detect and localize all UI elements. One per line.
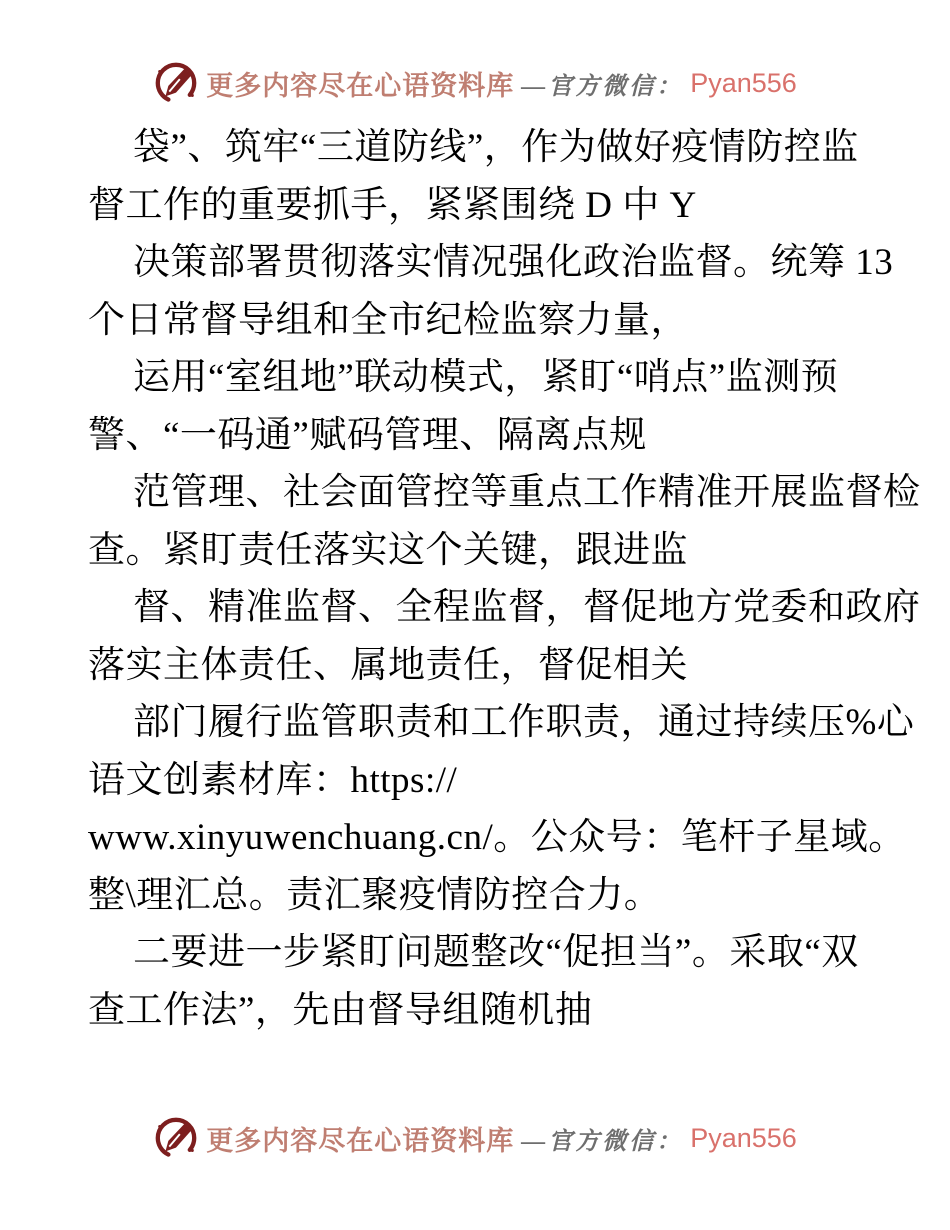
document-body bbox=[88, 119, 921, 1039]
text-line: 整\理汇总。责汇聚疫情防控合力。 bbox=[88, 874, 662, 916]
text-line: 决策部署贯彻落实情况强化政治监督。统筹 13 bbox=[133, 242, 894, 283]
text-line: 督工作的重要抓手，紧紧围绕 D 中 Y bbox=[88, 184, 697, 226]
brand-text: 更多内容尽在心语资料库 bbox=[206, 70, 515, 101]
wechat-label: —官方微信： bbox=[521, 73, 684, 100]
text-line: 查工作法”，先由督导组随机抽 bbox=[88, 989, 593, 1031]
text-line: 袋”、筑牢“三道防线”，作为做好疫情防控监 bbox=[133, 127, 859, 168]
footer-watermark bbox=[0, 1112, 950, 1164]
text-line: 个日常督导组和全市纪检监察力量， bbox=[88, 299, 688, 341]
text-line: 运用“室组地”联动模式，紧盯“哨点”监测预 bbox=[133, 357, 839, 398]
wechat-label: —官方微信： bbox=[521, 1128, 684, 1155]
pen-nib-circle-icon bbox=[153, 1115, 199, 1161]
wechat-id: Pyan556 bbox=[690, 67, 797, 98]
brand-text: 更多内容尽在心语资料库 bbox=[206, 1125, 515, 1156]
text-line: 警、“一码通”赋码管理、隔离点规 bbox=[88, 414, 647, 456]
text-line: 二要进一步紧盯问题整改“促担当”。采取“双 bbox=[133, 932, 859, 973]
text-line: 查。紧盯责任落实这个关键，跟进监 bbox=[88, 529, 688, 571]
text-line: 督、精准监督、全程监督，督促地方党委和政府 bbox=[133, 587, 921, 628]
pen-nib-circle-icon bbox=[153, 60, 199, 106]
text-line: 部门履行监管职责和工作职责，通过持续压%心 bbox=[133, 702, 915, 743]
text-line: 落实主体责任、属地责任，督促相关 bbox=[88, 644, 688, 686]
text-line: 范管理、社会面管控等重点工作精准开展监督检 bbox=[133, 472, 921, 513]
header-watermark bbox=[0, 58, 950, 108]
text-line: www.xinyuwenchuang.cn/。公众号：笔杆子星域。 bbox=[88, 817, 906, 858]
wechat-id: Pyan556 bbox=[690, 1122, 797, 1153]
text-line: 语文创素材库：https:// bbox=[88, 759, 458, 801]
